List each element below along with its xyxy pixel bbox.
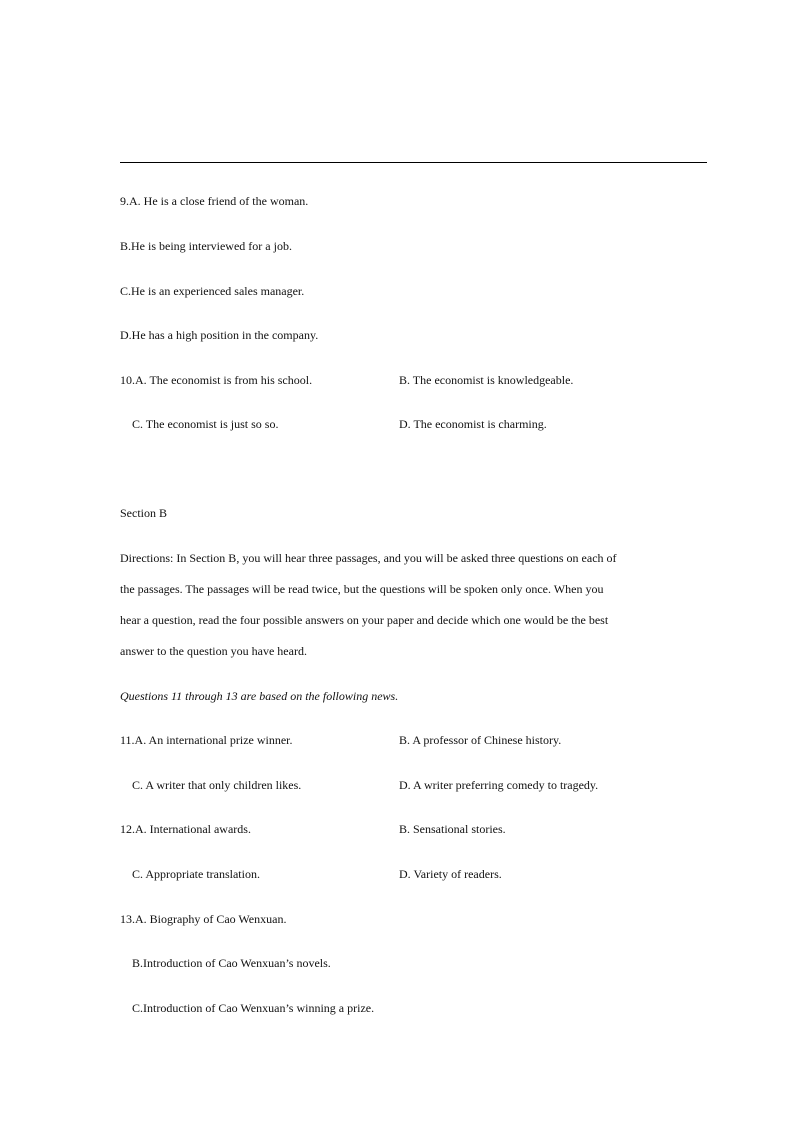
q9-option-c: C.He is an experienced sales manager.	[120, 284, 305, 298]
q13-option-c: C.Introduction of Cao Wenxuan’s winning a prize.	[132, 1001, 375, 1015]
directions-line: the passages. The passages will be read twice, but the questions will be spoken only once. When you	[120, 582, 604, 596]
q12-option-b: B. Sensational stories.	[399, 822, 506, 836]
q9-option-d: D.He has a high position in the company.	[120, 328, 319, 342]
directions-line: hear a question, read the four possible answers on your paper and decide which one would be the best	[120, 613, 609, 627]
question-group-intro: Questions 11 through 13 are based on the following news.	[120, 689, 399, 703]
q10-option-d: D. The economist is charming.	[399, 417, 547, 431]
directions-line: answer to the question you have heard.	[120, 644, 307, 658]
q10-option-c: C. The economist is just so so.	[132, 417, 279, 431]
q9-option-a: 9.A. He is a close friend of the woman.	[120, 194, 309, 208]
q11-option-a: 11.A. An international prize winner.	[120, 733, 293, 747]
directions-line: Directions: In Section B, you will hear three passages, and you will be asked three questions on each of	[120, 551, 617, 565]
q11-option-c: C. A writer that only children likes.	[132, 778, 302, 792]
q10-option-a: 10.A. The economist is from his school.	[120, 373, 313, 387]
q11-option-b: B. A professor of Chinese history.	[399, 733, 562, 747]
q12-option-a: 12.A. International awards.	[120, 822, 251, 836]
q10-option-b: B. The economist is knowledgeable.	[399, 373, 574, 387]
header-rule	[120, 162, 707, 163]
q13-option-a: 13.A. Biography of Cao Wenxuan.	[120, 912, 287, 926]
q12-option-d: D. Variety of readers.	[399, 867, 502, 881]
q12-option-c: C. Appropriate translation.	[132, 867, 260, 881]
q9-option-b: B.He is being interviewed for a job.	[120, 239, 292, 253]
q13-option-b: B.Introduction of Cao Wenxuan’s novels.	[132, 956, 331, 970]
section-heading: Section B	[120, 506, 167, 520]
q11-option-d: D. A writer preferring comedy to tragedy.	[399, 778, 599, 792]
